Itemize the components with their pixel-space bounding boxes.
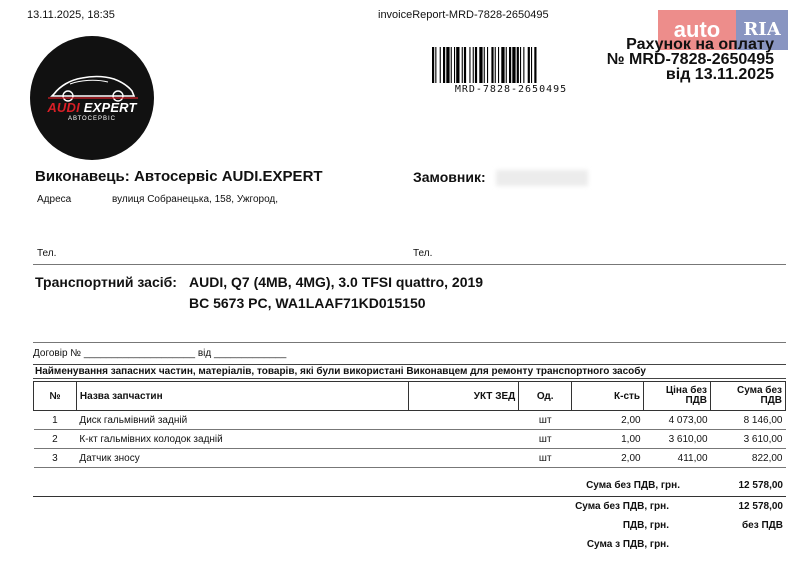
total-no-vat-value: 12 578,00	[738, 501, 783, 512]
barcode-bar	[534, 47, 536, 83]
print-title: invoiceReport-MRD-7828-2650495	[378, 9, 549, 21]
barcode-bar	[443, 47, 445, 83]
customer-tel-label: Тел.	[413, 248, 433, 259]
table-row	[34, 449, 786, 468]
barcode-bar	[446, 47, 449, 83]
col-name: Назва запчастин	[76, 382, 409, 411]
customer-name-redacted	[496, 170, 588, 186]
row-ukt	[409, 449, 519, 468]
materials-subtotal-value: 12 578,00	[738, 480, 783, 491]
row-qty: 2,00	[572, 411, 644, 430]
address-label: Адреса	[37, 194, 72, 205]
barcode-bar	[509, 47, 511, 83]
row-price: 411,00	[644, 449, 711, 468]
print-datetime: 13.11.2025, 18:35	[27, 9, 115, 21]
divider	[33, 496, 786, 497]
vehicle-model: AUDI, Q7 (4MB, 4MG), 3.0 TFSI quattro, 2019	[189, 274, 484, 290]
row-num: 2	[34, 430, 77, 449]
barcode-bar	[523, 47, 524, 83]
col-price-l1: Ціна без	[665, 385, 708, 396]
row-price: 4 073,00	[644, 411, 711, 430]
row-name: Диск гальмівний задній	[76, 411, 409, 430]
row-name: Датчик зносу	[76, 449, 409, 468]
barcode-bar	[528, 47, 530, 83]
logo-title-red: AUDI	[47, 100, 80, 115]
col-sum	[711, 382, 786, 411]
barcode-bar	[484, 47, 485, 83]
barcode-bar	[432, 47, 434, 83]
row-unit: шт	[519, 430, 572, 449]
barcode-bar	[495, 47, 496, 83]
barcode-text: MRD-7828-2650495	[454, 84, 568, 95]
row-num: 1	[34, 411, 77, 430]
barcode	[432, 47, 590, 83]
barcode-bar	[462, 47, 463, 83]
watermark-ria: RIA	[736, 10, 788, 50]
row-price: 3 610,00	[644, 430, 711, 449]
barcode-bar	[451, 47, 452, 83]
row-sum: 8 146,00	[711, 411, 786, 430]
watermark-auto: auto	[658, 10, 736, 50]
row-qty: 1,00	[572, 430, 644, 449]
table-row	[34, 411, 786, 430]
invoice-date: від 13.11.2025	[665, 66, 774, 83]
row-unit: шт	[519, 449, 572, 468]
barcode-bar	[469, 47, 470, 83]
contract-line: Договір № ____________________ від _____________	[33, 348, 287, 359]
barcode-bar	[456, 47, 459, 83]
vehicle-label: Транспортний засіб:	[35, 274, 177, 290]
row-name: К-кт гальмівних колодок задній	[76, 430, 409, 449]
col-unit: Од.	[519, 382, 572, 411]
barcode-bar	[498, 47, 499, 83]
row-qty: 2,00	[572, 449, 644, 468]
col-qty: К-сть	[572, 382, 644, 411]
barcode-bar	[531, 47, 532, 83]
barcode-bar	[475, 47, 477, 83]
vat-label: ПДВ, грн.	[622, 520, 669, 531]
col-price	[644, 382, 711, 411]
col-price-l2: ПДВ	[685, 395, 708, 406]
barcode-bar	[512, 47, 515, 83]
divider	[33, 342, 786, 343]
barcode-bar	[506, 47, 507, 83]
logo-subtitle: АВТОСЕРВІС	[67, 116, 116, 122]
materials-heading: Найменування запасних частин, матеріалів, товарів, які були використані Виконавцем для ремонту транспортного засобу	[33, 364, 786, 379]
row-ukt	[409, 411, 519, 430]
vehicle-plate-vin: BC 5673 PC, WA1LAAF71KD015150	[189, 295, 426, 311]
barcode-bar	[435, 47, 436, 83]
col-sum-l2: ПДВ	[760, 395, 782, 406]
company-logo	[30, 36, 154, 160]
logo-title-white: EXPERT	[79, 100, 137, 115]
materials-table	[33, 381, 786, 468]
address-value: вулиця Собранецька, 158, Ужгород,	[112, 194, 279, 205]
barcode-bar	[491, 47, 493, 83]
barcode-bar	[473, 47, 474, 83]
barcode-bar	[464, 47, 466, 83]
col-ukt: УКТ ЗЕД	[409, 382, 519, 411]
row-unit: шт	[519, 411, 572, 430]
row-num: 3	[34, 449, 77, 468]
barcode-bar	[479, 47, 482, 83]
barcode-bar	[454, 47, 455, 83]
col-num: №	[34, 382, 77, 411]
customer-label: Замовник:	[413, 169, 486, 185]
total-no-vat-label: Сума без ПДВ, грн.	[575, 501, 669, 512]
barcode-bar	[520, 47, 521, 83]
barcode-bar	[487, 47, 488, 83]
row-sum: 3 610,00	[711, 430, 786, 449]
executor-tel-label: Тел.	[37, 248, 57, 259]
col-sum-l1: Сума без	[737, 385, 782, 396]
table-row	[34, 430, 786, 449]
total-with-vat-label: Сума з ПДВ, грн.	[586, 539, 669, 550]
row-sum: 822,00	[711, 449, 786, 468]
row-ukt	[409, 430, 519, 449]
invoice-number: № MRD-7828-2650495	[606, 51, 774, 68]
executor-label: Виконавець:	[35, 168, 130, 185]
logo-title	[30, 100, 154, 115]
barcode-bar	[517, 47, 519, 83]
materials-subtotal-label: Сума без ПДВ, грн.	[586, 480, 680, 491]
vat-value: без ПДВ	[741, 520, 783, 531]
executor-name: Автосервіс AUDI.EXPERT	[134, 168, 323, 185]
table-header-row	[34, 382, 786, 411]
invoice-title: Рахунок на оплату	[626, 36, 774, 53]
barcode-bar	[501, 47, 504, 83]
divider	[33, 264, 786, 265]
barcode-bar	[440, 47, 441, 83]
car-icon	[30, 36, 154, 160]
